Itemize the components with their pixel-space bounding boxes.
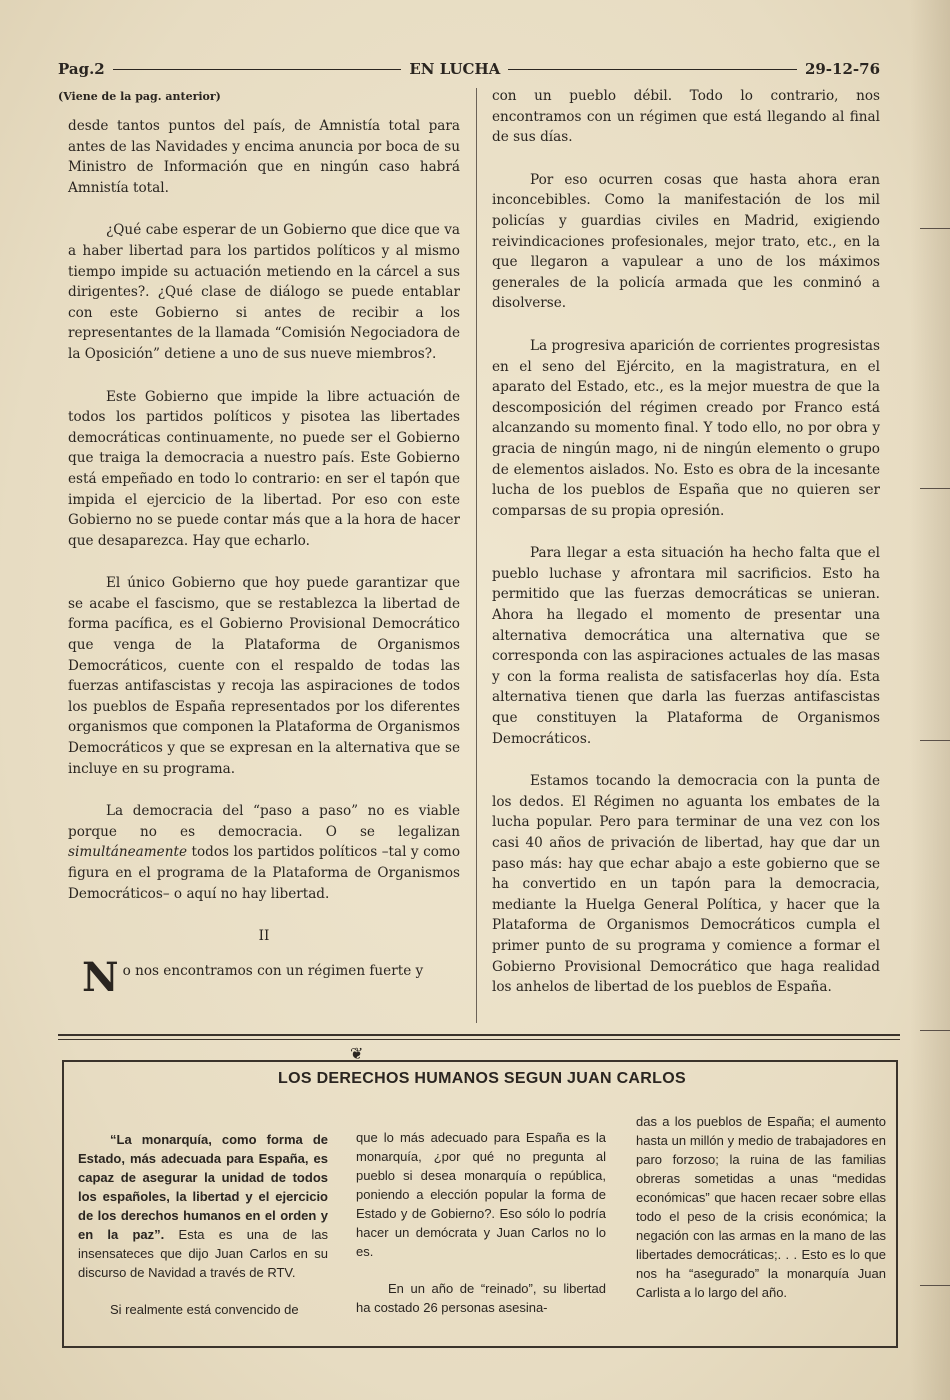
left-column [68,116,460,1003]
box-column-2 [356,1128,606,1335]
paragraph: Para llegar a esta situación ha hecho falta que el pueblo luchase y afrontara mil sacrificios. Esto ha permitido que las fuerzas democráticas se unieran. Ahora ha llegado el momento de presentar una alternativa democrática una alternativa que se corresponda con las aspiraciones actuales de las masas y con la forma realista de satisfacerlas hoy día. Esta alternativa tienen que darla las fuerzas antifascistas que constituyen la Plataforma de Organismos Democráticos. [492,545,880,747]
paragraph: Estamos tocando la democracia con la punta de los dedos. El Régimen no aguanta los embates de la lucha popular. Pero para terminar de una vez con los casi 40 años de privación de libertad, hay que dar un paso más: hay que echar abajo a este gobierno que se ha convertido en un tapón para la democracia, mediante la Huelga General Política, y hacer que la Plataforma de Organismos Democráticos cumpla el primer punto de su programa y comience a formar el Gobierno Provisional Democrático que haga realidad los anhelos de libertad de los pueblos de España. [492,773,880,996]
quote-text: “La monarquía, como forma de Estado, más adecuada para España, es capaz de asegurar la unidad de todos los españoles, la libertad y el ejercicio de los derechos humanos en el orden y en la paz”. [78,1132,328,1242]
boxed-article [62,1060,898,1348]
paragraph: desde tantos puntos del país, de Amnistía total para antes de las Navidades y encima anuncia por boca de su Ministro de Información que en ningún caso habrá Amnistía total. [68,118,460,196]
box-title: LOS DERECHOS HUMANOS SEGUN JUAN CARLOS [278,1070,686,1087]
right-column [492,86,880,1020]
text-run: Esta es una de las insensateces que dijo Juan Carlos en su discurso de Navidad a través de RTV. [78,1227,328,1280]
header-rule [508,69,797,70]
paragraph: En un año de “reinado”, su libertad ha costado 26 personas asesina- [356,1281,606,1315]
paragraph: que lo más adecuado para España es la monarquía, ¿por qué no pregunta al pueblo si desea monarquía o república, poniendo a elección popular la forma de Estado y de Gobierno?. Eso sólo lo podría hacer un demócrata y Juan Carlos no lo es. [356,1130,606,1259]
header-rule [113,69,402,70]
edge-tick [920,1030,950,1031]
paragraph: Este Gobierno que impide la libre actuación de todos los partidos políticos y pisotea las libertades democráticas continuamente, no puede ser el Gobierno que traiga la democracia a nuestro país. Este Gobierno está empeñado en todo lo contrario: en ser el tapón que impida el ejercicio de la libertad. Por eso con este Gobierno no se puede contar más que a la hora de hacer que desaparezca. Hay que echarlo. [68,388,460,549]
edge-tick [920,740,950,741]
drop-cap: N [82,953,119,1001]
ornament-icon: ❦ [350,1044,364,1063]
section-number: II [258,928,270,945]
paragraph: con un pueblo débil. Todo lo contrario, nos encontramos con un régimen que está llegando al final de sus días. [492,88,880,146]
newspaper-title: EN LUCHA [409,60,501,78]
continuation-note: (Viene de la pag. anterior) [58,90,221,103]
edge-tick [920,1285,950,1286]
paragraph: El único Gobierno que hoy puede garantizar que se acabe el fascismo, que se restablezca la libertad de forma pacífica, es el Gobierno Provisional Democrático que venga de la Plataforma de Organismos Democráticos, cuente con el respaldo de todas las fuerzas antifascistas y recoja las aspiraciones de todos los pueblos de España representados por los diferentes organismos que componen la Plataforma de Organismos Democráticos y que se expresan en la alternativa que se incluye en su programa. [68,575,460,777]
text-run: o nos encontramos con un régimen fuerte y [122,962,424,979]
paragraph: Por eso ocurren cosas que hasta ahora eran inconcebibles. Como la manifestación de los mil policías y guardias civiles en Madrid, exigiendo reivindicaciones profesionales, mejor trato, etc., en la que llegaron a vapulear a uno de los máximos generales de la policía armada que les conminó a disolverse. [492,171,880,312]
page-header [58,58,880,80]
paragraph [68,801,460,904]
page-edge-shadow [910,0,950,1400]
paragraph: ¿Qué cabe esperar de un Gobierno que dice que va a haber libertad para los partidos políticos y al mismo tiempo impide su actuación metiendo en la cárcel a sus dirigentes?. ¿Qué clase de diálogo se puede entablar con este Gobierno si antes de recibir a los representantes de la llamada “Comisión Negociadora de la Oposición” detiene a uno de sus nueve miembros?. [68,222,460,362]
paragraph: das a los pueblos de España; el aumento hasta un millón y medio de trabajadores en paro forzoso; la ruina de las familias obreras sometidas a unas “medidas económicas” que hacen recaer sobre ellas todo el peso de la crisis económica; la negación con las armas en la mano de las libertades democráticas;. . . Esto es lo que nos ha “asegurado” la monarquía Juan Carlista a lo largo del año. [636,1114,886,1300]
paragraph: Si realmente está convencido de [110,1302,299,1317]
issue-date: 29-12-76 [804,60,881,78]
box-column-3 [636,1112,886,1320]
column-divider [476,88,477,1023]
box-column-1 [78,1130,328,1337]
text-run: La democracia del “paso a paso” no es viable porque no es democracia. O se legalizan [68,803,460,840]
edge-tick [920,488,950,489]
text-run: todos los partidos políticos –tal y como figura en el programa de la Plataforma de Organismos Democráticos– o aquí no hay libertad. [68,844,460,902]
emphasized-text: simultáneamente [68,844,187,861]
edge-tick [920,228,950,229]
page-number: Pag.2 [58,60,105,78]
paragraph [78,1130,328,1282]
section-rule [58,1034,900,1040]
paragraph: La progresiva aparición de corrientes progresistas en el seno del Ejército, en la magistratura, en el aparato del Estado, etc., es la mejor muestra de que la descomposición del régimen creado por Franco está alcanzando su momento final. Y todo ello, no por obra y gracia de ningún mago, ni de ningún elemento o grupo de elementos aislados. No. Esto es obra de la incesante lucha de los pueblos de España que no quieren ser comparsas de su propia opresión. [492,337,880,519]
paragraph [68,953,460,1001]
